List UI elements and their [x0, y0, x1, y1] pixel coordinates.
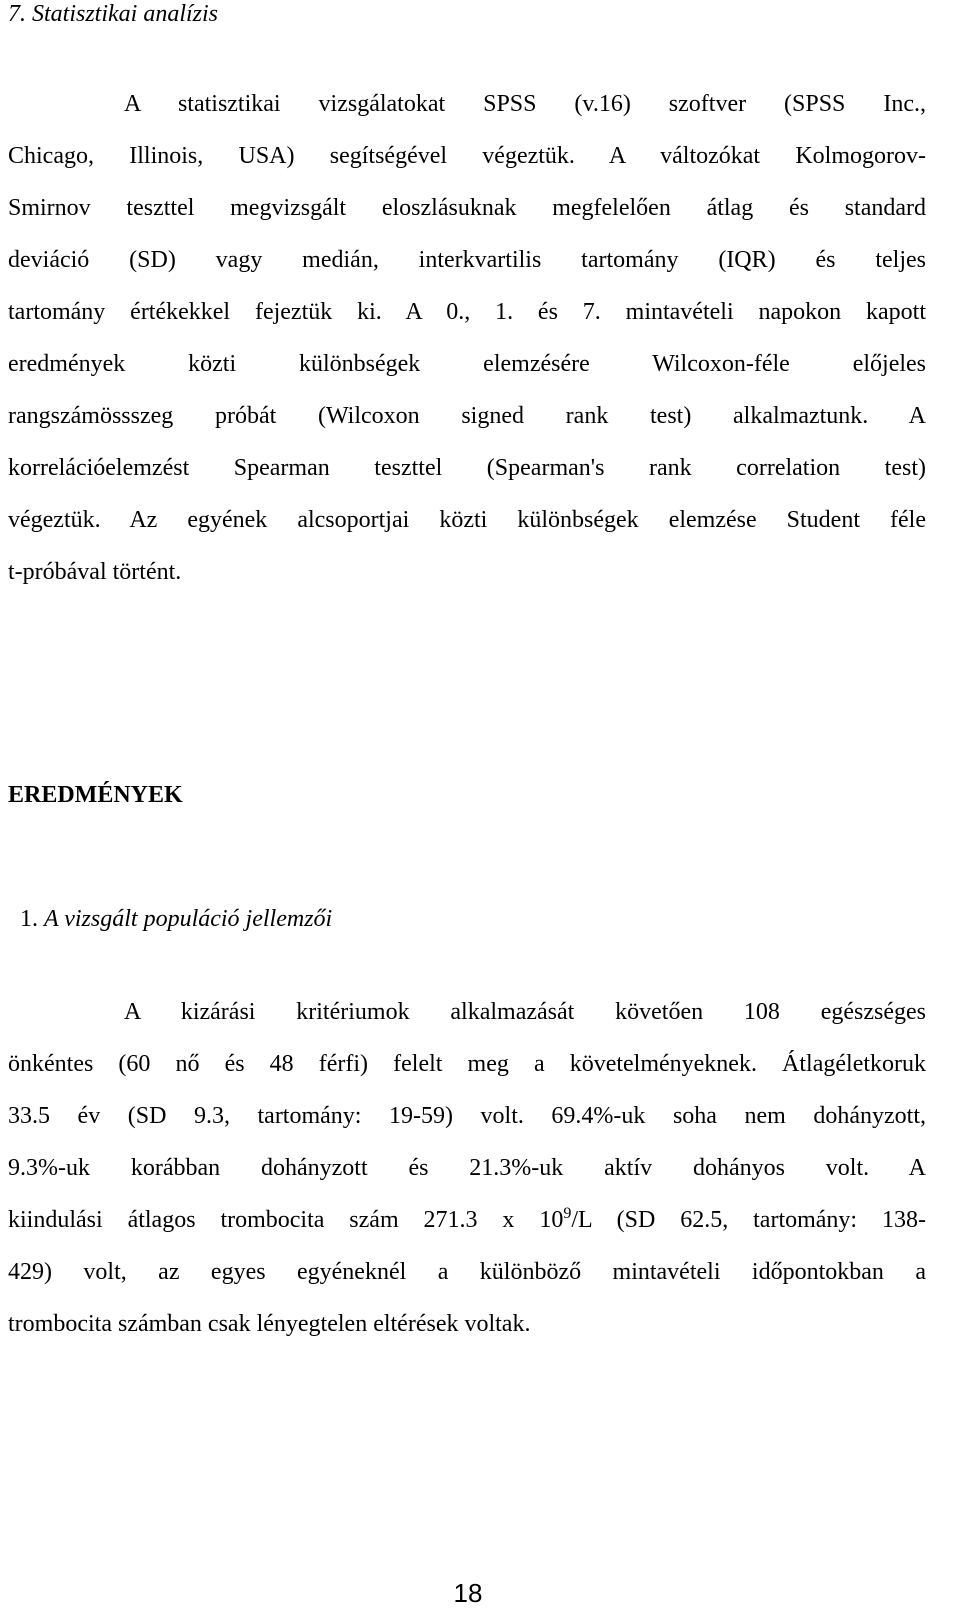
superscript-exponent: 9 [563, 1205, 572, 1222]
paragraph-line: Chicago, Illinois, USA) segítségével végeztük. A változókat Kolmogorov- [8, 143, 926, 169]
paragraph-line: 33.5 év (SD 9.3, tartomány: 19-59) volt. 69.4%-uk soha nem dohányzott, [8, 1103, 926, 1129]
subsection-title: A vizsgált populáció jellemzői [44, 906, 333, 932]
paragraph-line: 9.3%-uk korábban dohányzott és 21.3%-uk aktív dohányos volt. A [8, 1155, 926, 1181]
paragraph-line: tartomány értékekkel fejeztük ki. A 0., 1. és 7. mintavételi napokon kapott [8, 299, 926, 325]
paragraph-line: deviáció (SD) vagy medián, interkvartilis tartomány (IQR) és teljes [8, 247, 926, 273]
line-text-after-superscript: /L (SD 62.5, tartomány: 138- [571, 1207, 926, 1233]
paragraph-line: eredmények közti különbségek elemzésére Wilcoxon-féle előjeles [8, 351, 926, 377]
results-title: EREDMÉNYEK [8, 782, 183, 808]
subsection-heading [20, 904, 332, 934]
paragraph-line: 429) volt, az egyes egyéneknél a különböző mintavételi időpontokban a [8, 1259, 926, 1285]
paragraph-line: rangszámössszeg próbát (Wilcoxon signed rank test) alkalmaztunk. A [8, 403, 926, 429]
results-paragraph [8, 986, 926, 1350]
line-text-before-superscript: kiindulási átlagos trombocita szám 271.3 x 10 [8, 1207, 564, 1233]
paragraph-line: korrelációelemzést Spearman teszttel (Spearman's rank correlation test) [8, 455, 926, 481]
paragraph-line: végeztük. Az egyének alcsoportjai közti különbségek elemzése Student féle [8, 507, 926, 533]
subsection-number: 1. [20, 906, 38, 932]
paragraph-line: trombocita számban csak lényegtelen eltérések voltak. [8, 1311, 531, 1337]
paragraph-line: A statisztikai vizsgálatokat SPSS (v.16) szoftver (SPSS Inc., [124, 91, 926, 117]
paragraph-line-with-superscript [8, 1194, 926, 1246]
paragraph-line: A kizárási kritériumok alkalmazását követően 108 egészséges [124, 999, 926, 1025]
methods-paragraph [8, 78, 926, 598]
page-number: 18 [453, 1578, 483, 1608]
paragraph-line: t-próbával történt. [8, 559, 182, 585]
paragraph-line: önkéntes (60 nő és 48 férfi) felelt meg a követelményeknek. Átlagéletkoruk [8, 1051, 926, 1077]
section-heading: 7. Statisztikai analízis [8, 1, 219, 27]
paragraph-line: Smirnov teszttel megvizsgált eloszlásuknak megfelelően átlag és standard [8, 195, 926, 221]
